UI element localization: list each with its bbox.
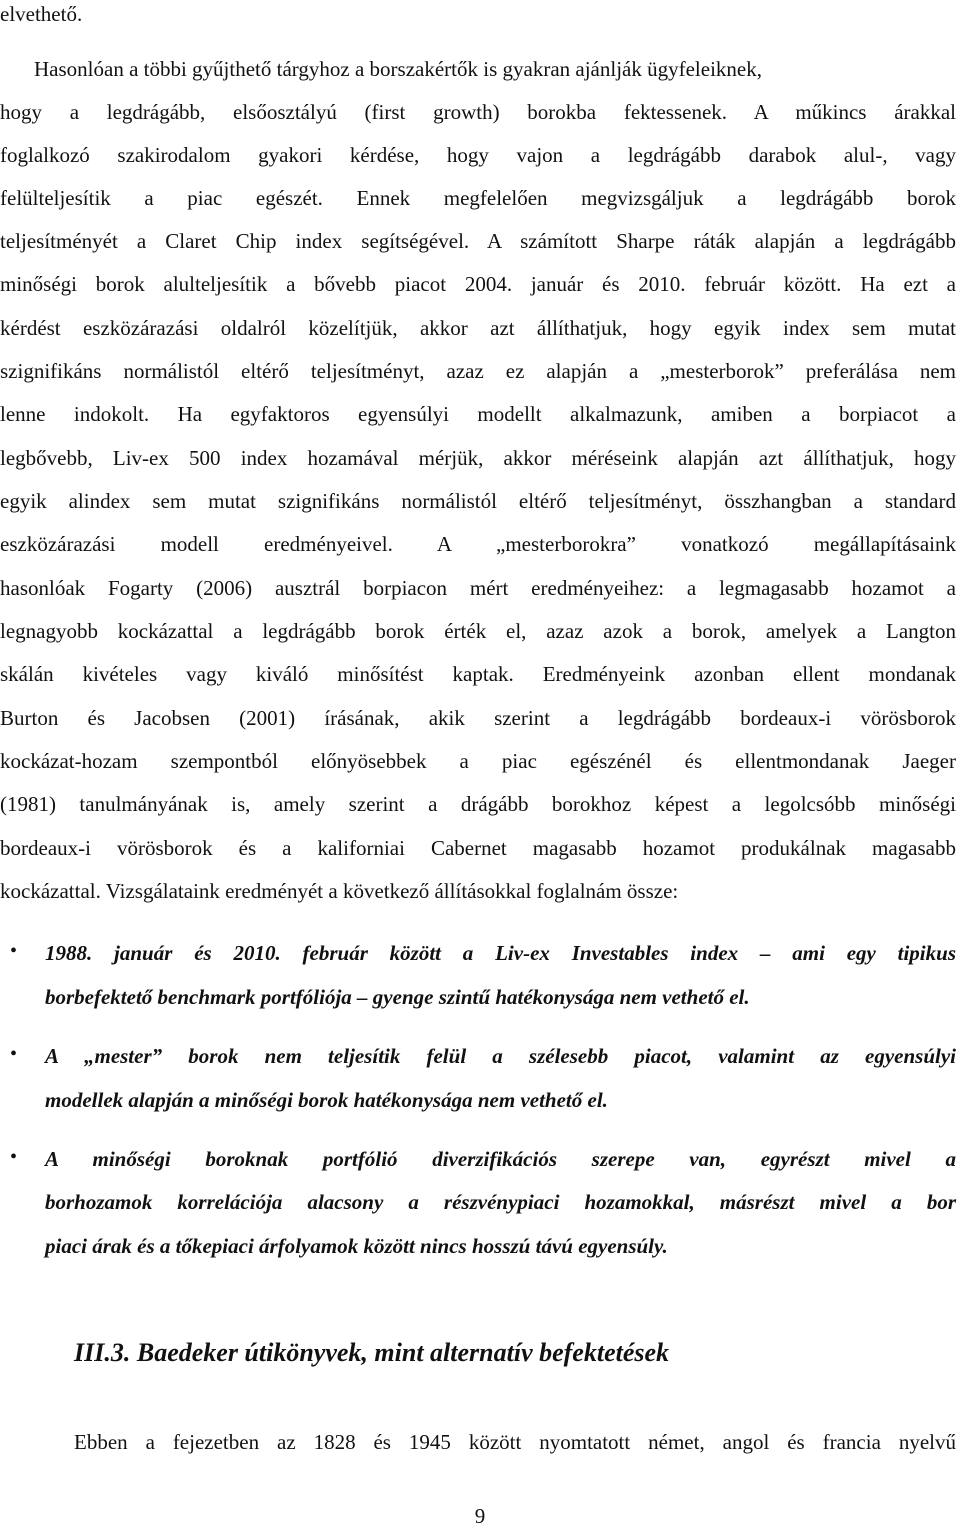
section-heading: III.3. Baedeker útikönyvek, mint alternatív befektetések: [74, 1338, 670, 1367]
text-line: teljesítményét a Claret Chip index segítségével. A számított Sharpe ráták alapján a legdrágább: [0, 229, 956, 253]
text-line: Hasonlóan a többi gyűjthető tárgyhoz a borszakértők is gyakran ajánlják ügyfeleiknek,: [34, 57, 762, 81]
text-line: legnagyobb kockázattal a legdrágább borok érték el, azaz azok a borok, amelyek a Langton: [0, 619, 956, 643]
text-line: egyik alindex sem mutat szignifikáns normálistól eltérő teljesítményt, összhangban a standard: [0, 489, 956, 513]
text-line: kérdést eszközárazási oldalról közelítjük, akkor azt állíthatjuk, hogy egyik index sem mutat: [0, 316, 956, 340]
section-intro-line: Ebben a fejezetben az 1828 és 1945 között nyomtatott német, angol és francia nyelvű: [74, 1430, 956, 1454]
text-line: borbefektető benchmark portfóliója – gyenge szintű hatékonysága nem vethető el.: [45, 985, 750, 1009]
text-line: A minőségi boroknak portfólió diverzifikációs szerepe van, egyrészt mivel a: [45, 1147, 956, 1171]
text-line: (1981) tanulmányának is, amely szerint a drágább borokhoz képest a legolcsóbb minőségi: [0, 792, 956, 816]
text-line: 1988. január és 2010. február között a Liv-ex Investables index – ami egy tipikus: [45, 941, 956, 965]
text-line: minőségi borok alulteljesítik a bővebb piacot 2004. január és 2010. február között. Ha ezt a: [0, 272, 956, 296]
bullet-icon: •: [10, 940, 18, 962]
bullet-icon: •: [10, 1043, 18, 1065]
text-line: Burton és Jacobsen (2001) írásának, akik szerint a legdrágább bordeaux-i vörösborok: [0, 706, 956, 730]
text-line: kockázattal. Vizsgálataink eredményét a következő állításokkal foglalnám össze:: [0, 879, 679, 903]
text-line: foglalkozó szakirodalom gyakori kérdése, hogy vajon a legdrágább darabok alul-, vagy: [0, 143, 956, 167]
text-line: kockázat-hozam szempontból előnyösebbek a piac egészénél és ellentmondanak Jaeger: [0, 749, 956, 773]
text-line: felülteljesítik a piac egészét. Ennek megfelelően megvizsgáljuk a legdrágább borok: [0, 186, 956, 210]
bullet-icon: •: [10, 1146, 18, 1168]
text-line: hogy a legdrágább, elsőosztályú (first growth) borokba fektessenek. A műkincs árakkal: [0, 100, 956, 124]
text-line: borhozamok korrelációja alacsony a részvénypiaci hozamokkal, másrészt mivel a bor: [45, 1190, 956, 1214]
text-line: piaci árak és a tőkepiaci árfolyamok között nincs hosszú távú egyensúly.: [45, 1234, 668, 1258]
text-line: eszközárazási modell eredményeivel. A „mesterborokra” vonatkozó megállapításaink: [0, 532, 956, 556]
text-line: legbővebb, Liv-ex 500 index hozamával mérjük, akkor méréseink alapján azt állíthatjuk, hogy: [0, 446, 956, 470]
text-line: lenne indokolt. Ha egyfaktoros egyensúlyi modellt alkalmazunk, amiben a borpiacot a: [0, 402, 956, 426]
text-line: hasonlóak Fogarty (2006) ausztrál borpiacon mért eredményeihez: a legmagasabb hozamot a: [0, 576, 956, 600]
text-line: elvethető.: [0, 2, 83, 26]
page-number: 9: [474, 1504, 486, 1528]
text-line: A „mester” borok nem teljesítik felül a szélesebb piacot, valamint az egyensúlyi: [45, 1044, 956, 1068]
text-line: skálán kivételes vagy kiváló minősítést kaptak. Eredményeink azonban ellent mondanak: [0, 662, 956, 686]
text-line: modellek alapján a minőségi borok hatékonysága nem vethető el.: [45, 1088, 608, 1112]
text-line: szignifikáns normálistól eltérő teljesítményt, azaz ez alapján a „mesterborok” preferálása nem: [0, 359, 956, 383]
text-line: bordeaux-i vörösborok és a kaliforniai Cabernet magasabb hozamot produkálnak magasabb: [0, 836, 956, 860]
